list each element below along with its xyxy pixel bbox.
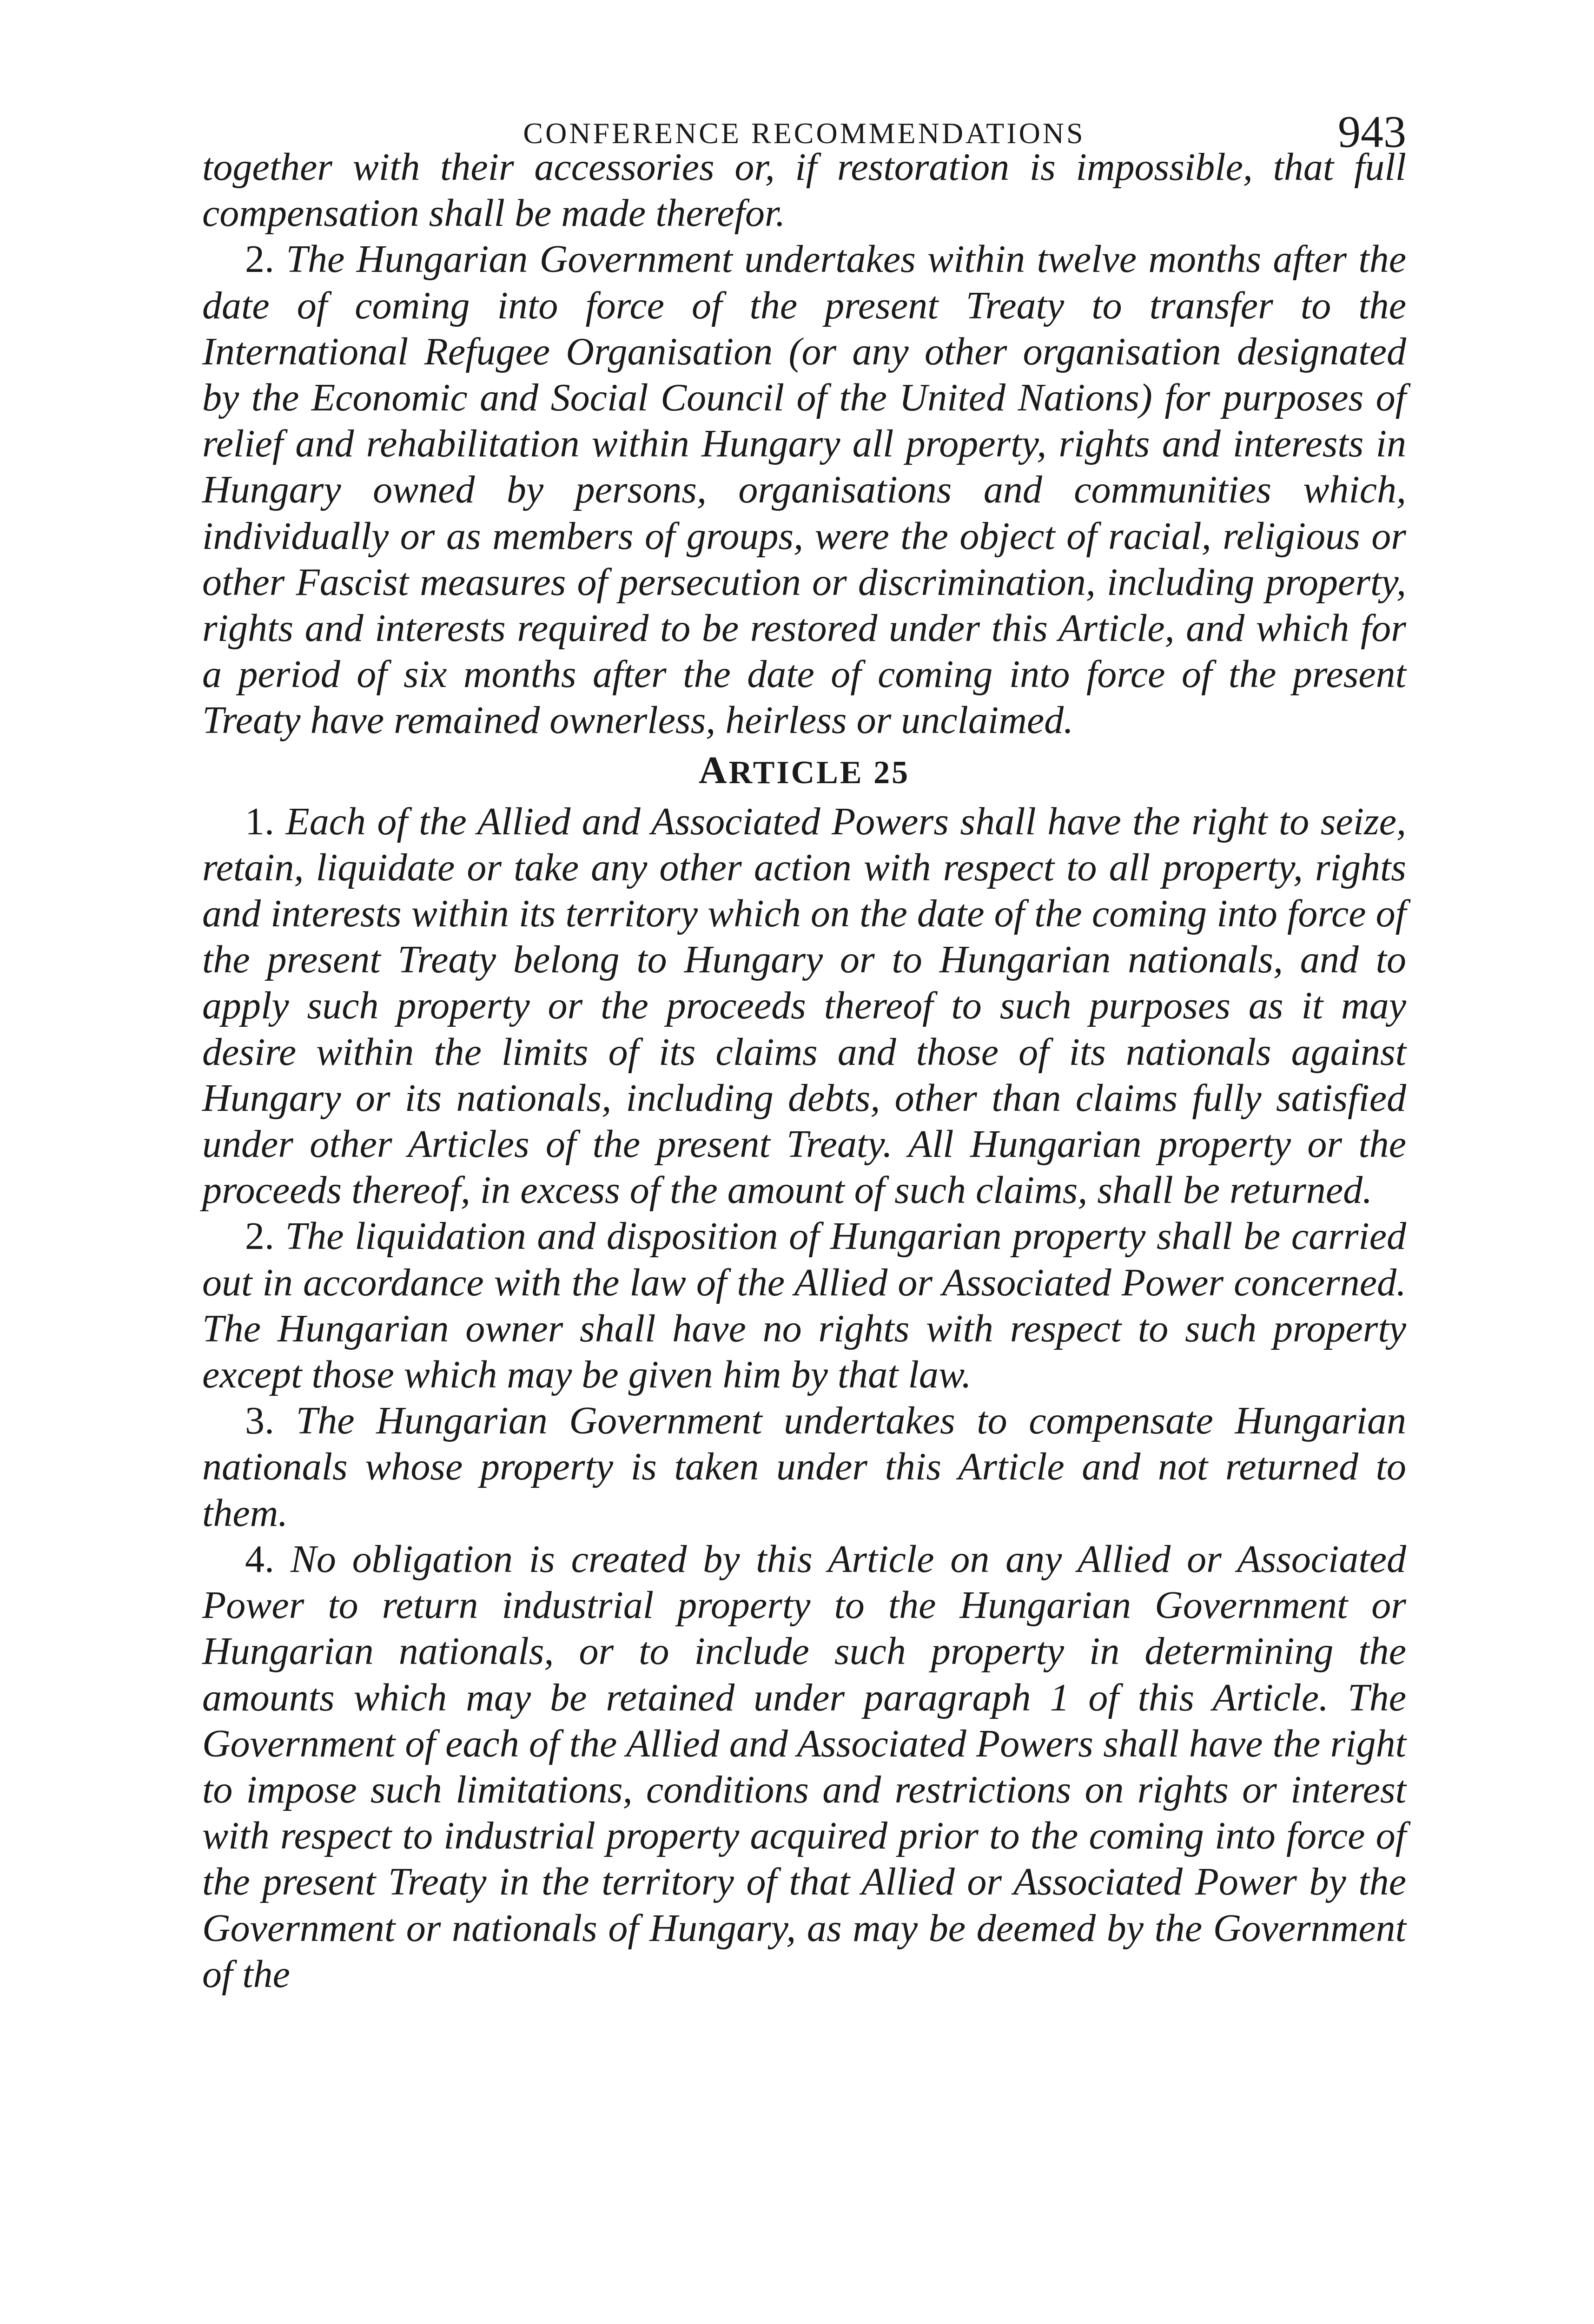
document-page (202, 79, 1406, 1997)
article-heading-rest: RTICLE (728, 754, 864, 791)
running-header (202, 79, 1406, 157)
article24-paragraph-2 (202, 236, 1406, 743)
continuation-paragraph (202, 144, 1406, 236)
paragraph-number: 3. (245, 1399, 274, 1443)
article25-paragraph-3 (202, 1398, 1406, 1536)
article-heading-initial: A (698, 748, 729, 792)
running-title: CONFERENCE RECOMMENDATIONS (523, 117, 1085, 150)
article25-paragraph-2 (202, 1213, 1406, 1398)
paragraph-number: 1. (245, 799, 274, 843)
paragraph-text: The Hungarian Government undertakes within twelve months after the date of coming into force of the present Treaty to transfer to the International Refugee Organisation (or any other organisation designated by the Economic and Social Council of the United Nations) for purposes of relief and rehabilitation within Hungary all property, rights and interests in Hungary owned by persons, organisations and communities which, individually or as members of groups, were the object of racial, religious or other Fascist measures of persecution or discrimination, including property, rights and interests required to be restored under this Article, and which for a period of six months after the date of coming into force of the present Treaty have remained ownerless, heirless or unclaimed. (202, 238, 1407, 742)
paragraph-text: No obligation is created by this Article on any Allied or Associated Power to return industrial property to the Hungarian Government or Hungarian nationals, or to include such property in determining the amounts which may be retained under paragraph 1 of this Article. The Government of each of the Allied and Associated Powers shall have the right to impose such limitations, conditions and restrictions on rights or interest with respect to industrial property acquired prior to the coming into force of the present Treaty in the territory of that Allied or Associated Power by the Government or nationals of Hungary, as may be deemed by the Government of the (202, 1537, 1407, 1996)
paragraph-text: The Hungarian Government undertakes to compensate Hungarian nationals whose property is taken under this Article and not returned to them. (202, 1399, 1407, 1535)
paragraph-number: 2. (245, 238, 274, 281)
article25-paragraph-4 (202, 1536, 1406, 1997)
paragraph-text: The liquidation and disposition of Hungarian property shall be carried out in accordance with the law of the Allied or Associated Power concerned. The Hungarian owner shall have no rights with respect to such property except those which may be given him by that law. (202, 1215, 1406, 1397)
paragraph-number: 4. (245, 1537, 274, 1581)
paragraph-number: 2. (245, 1215, 274, 1258)
article25-paragraph-1 (202, 799, 1406, 1214)
article-heading (202, 744, 1406, 799)
page-number: 943 (1338, 107, 1406, 157)
document-body (202, 144, 1406, 1997)
article-heading-number: 25 (873, 754, 910, 791)
continuation-text: together with their accessories or, if restoration is impossible, that full compensation shall be made therefor. (202, 145, 1406, 235)
paragraph-text: Each of the Allied and Associated Powers shall have the right to seize, retain, liquidate or take any other action with respect to all property, rights and interests within its territory which on the date of the coming into force of the present Treaty belong to Hungary or to Hungarian nationals, and to apply such property or the proceeds thereof to such purposes as it may desire within the limits of its claims and those of its nationals against Hungary or its nationals, including debts, other than claims fully satisfied under other Articles of the present Treaty. All Hungarian property or the proceeds thereof, in excess of the amount of such claims, shall be returned. (202, 799, 1406, 1212)
